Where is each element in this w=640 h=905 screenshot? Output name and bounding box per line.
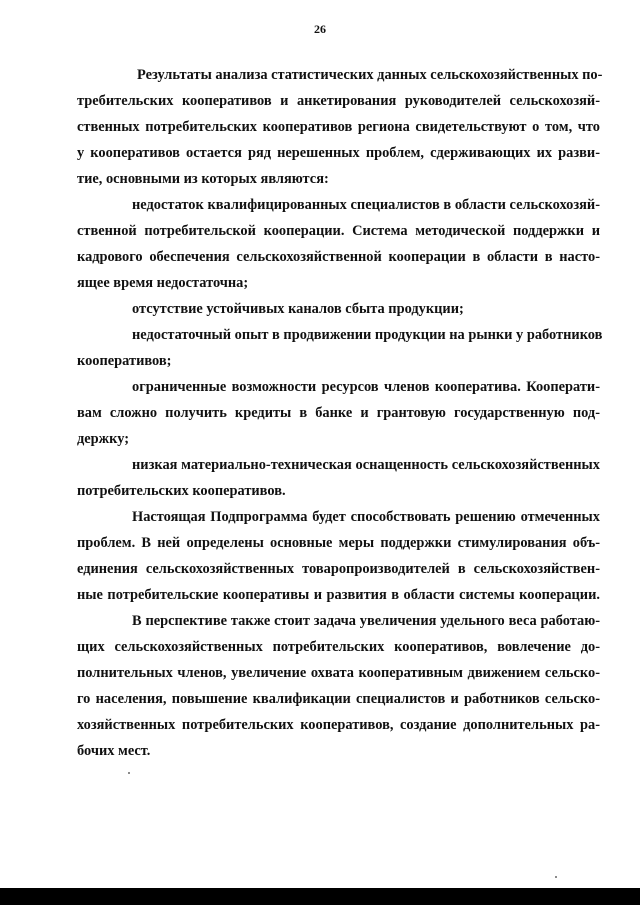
list-item-line: ограниченные возможности ресурсов членов кооператива. Кооперати- [132,379,600,395]
text-line: кооперативов; [77,353,172,369]
text-line: ные потребительские кооперативы и развития в области системы кооперации. [77,587,600,603]
paragraph-line: В перспективе также стоит задача увеличения удельного веса работаю- [132,613,600,629]
text-line: единения сельскохозяйственных товаропроизводителей в сельскохозяйствен- [77,561,600,577]
text-line: у кооперативов остается ряд нерешенных проблем, сдерживающих их разви- [77,145,600,161]
text-line: го населения, повышение квалификации специалистов и работников сельско- [77,691,600,707]
text-line: бочих мест. [77,743,151,759]
text-line: требительских кооперативов и анкетирования руководителей сельскохозяй- [77,93,600,109]
list-item-line: недостаток квалифицированных специалистов в области сельскохозяй- [132,197,600,213]
list-item-line: недостаточный опыт в продвижении продукции на рынки у работников [132,327,603,343]
text-line: тие, основными из которых являются: [77,171,329,187]
text-line: потребительских кооперативов. [77,483,286,499]
text-line: Результаты анализа статистических данных сельскохозяйственных по- [137,67,603,83]
text-line: ственной потребительской кооперации. Система методической поддержки и [77,223,600,239]
list-item-line: низкая материально-техническая оснащенность сельскохозяйственных [132,457,600,473]
text-line: щих сельскохозяйственных потребительских кооперативов, вовлечение до- [77,639,600,655]
scan-speck [128,772,130,774]
text-line: держку; [77,431,129,447]
text-line: проблем. В ней определены основные меры поддержки стимулирования объ- [77,535,600,551]
scan-speck [555,876,557,878]
text-line: ственных потребительских кооперативов региона свидетельствуют о том, что [77,119,600,135]
scan-border-bottom [0,888,640,905]
text-line: ящее время недостаточна; [77,275,249,291]
text-line: вам сложно получить кредиты в банке и грантовую государственную под- [77,405,600,421]
paragraph-line: Настоящая Подпрограмма будет способствовать решению отмеченных [132,509,600,525]
list-item-line: отсутствие устойчивых каналов сбыта продукции; [132,301,464,317]
text-line: хозяйственных потребительских кооперативов, создание дополнительных ра- [77,717,600,733]
page-number: 26 [314,22,326,36]
text-line: кадрового обеспечения сельскохозяйственной кооперации в области в насто- [77,249,600,265]
text-line: полнительных членов, увеличение охвата кооперативным движением сельско- [77,665,600,681]
